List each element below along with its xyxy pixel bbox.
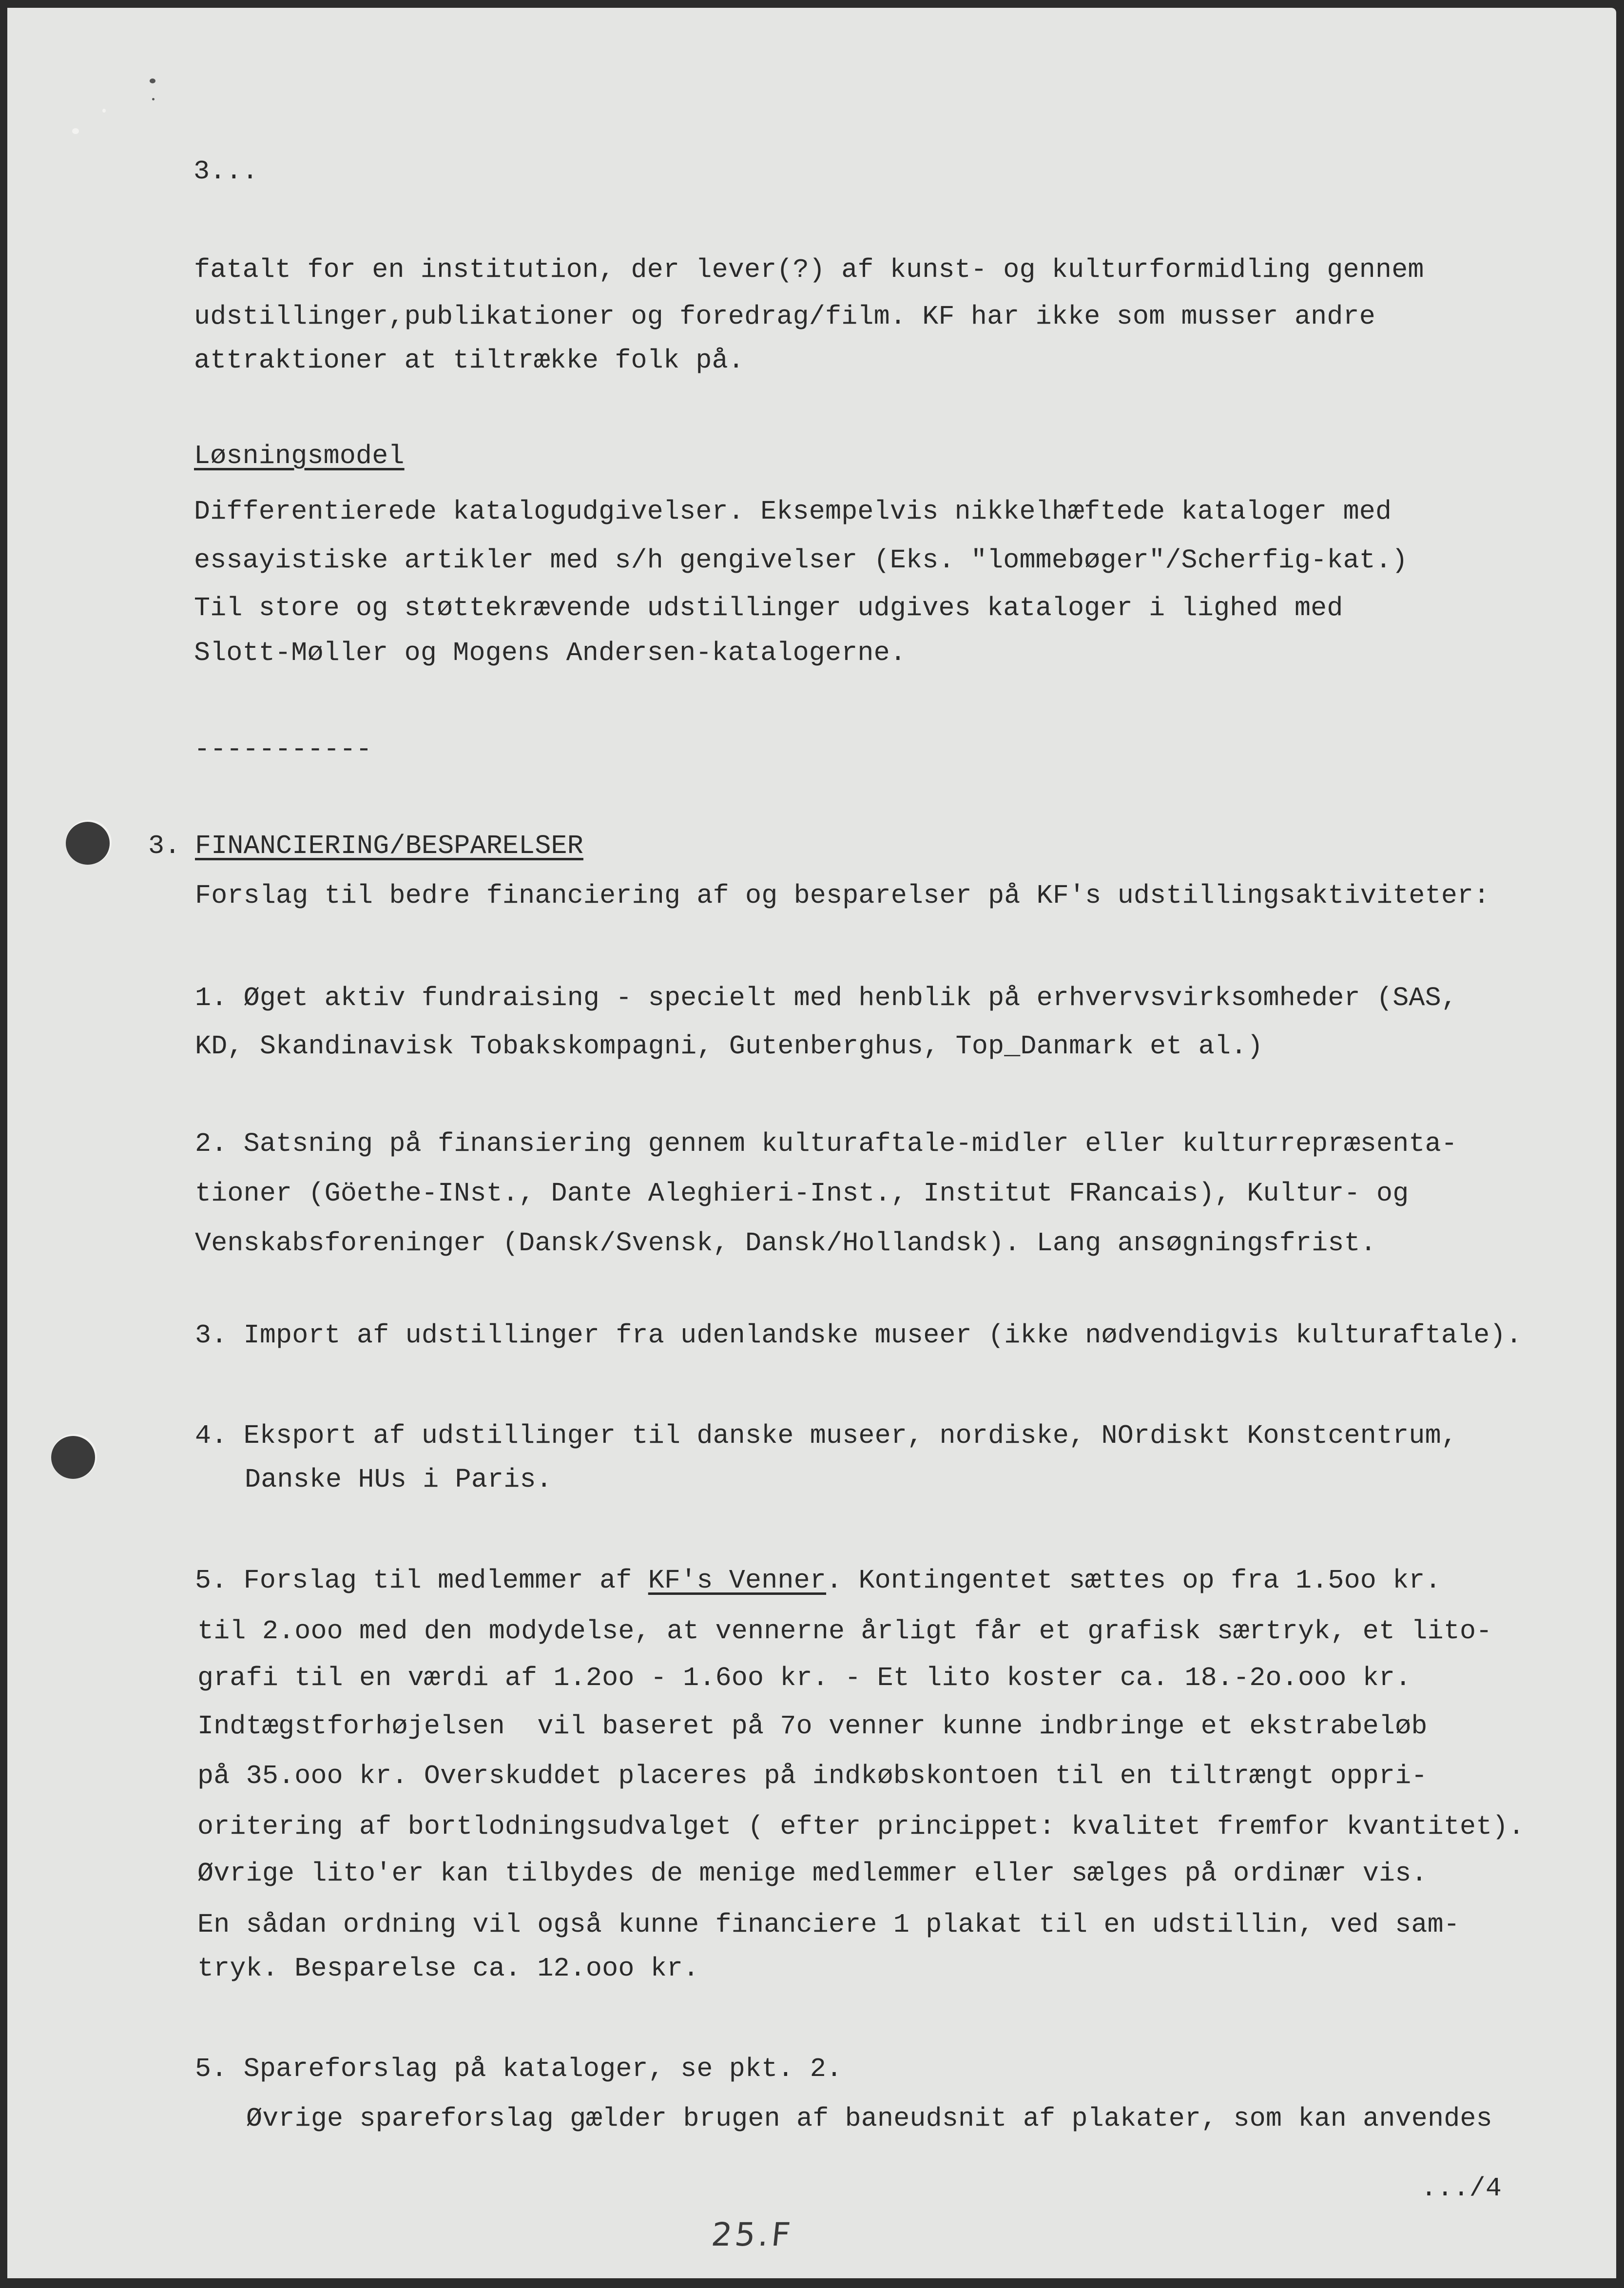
page-continuation: .../4 bbox=[1421, 2173, 1502, 2204]
separator: ----------- bbox=[194, 734, 372, 765]
list-item-line: Øvrige spareforslag gælder brugen af baneudsnit af plakater, som kan anvendes bbox=[246, 2103, 1492, 2134]
list-item-line: tioner (Göethe-INst., Dante Aleghieri-Inst., Institut FRancais), Kultur- og bbox=[195, 1178, 1409, 1209]
list-item-line: 2. Satsning på finansiering gennem kulturaftale-midler eller kulturrepræsenta- bbox=[195, 1128, 1458, 1159]
list-item-line: Venskabsforeninger (Dansk/Svensk, Dansk/Hollandsk). Lang ansøgningsfrist. bbox=[195, 1228, 1376, 1259]
handwritten-note: 25.F bbox=[709, 2216, 795, 2253]
list-item-line: En sådan ordning vil også kunne financiere 1 plakat til en udstillin, ved sam- bbox=[197, 1909, 1460, 1940]
section-intro: Forslag til bedre financiering af og besparelser på KF's udstillingsaktiviteter: bbox=[195, 880, 1490, 911]
intro-line: fatalt for en institution, der lever(?) af kunst- og kulturformidling gennem bbox=[194, 254, 1424, 285]
punch-hole-icon bbox=[66, 822, 110, 865]
list-item-line: 4. Eksport af udstillinger til danske museer, nordiske, NOrdiskt Konstcentrum, bbox=[195, 1420, 1458, 1451]
section-title: FINANCIERING/BESPARELSER bbox=[195, 831, 583, 861]
solution-heading: Løsningsmodel bbox=[194, 441, 405, 471]
list-item-line bbox=[195, 1566, 1441, 1595]
list-item-line: KD, Skandinavisk Tobakskompagni, Gutenberghus, Top_Danmark et al.) bbox=[195, 1031, 1263, 1062]
kfs-venner-underlined: KF's Venner bbox=[648, 1565, 827, 1596]
page-header: 3... bbox=[193, 156, 258, 187]
list-item-line: tryk. Besparelse ca. 12.ooo kr. bbox=[197, 1953, 699, 1984]
list-item-line: oritering af bortlodningsudvalget ( efter princippet: kvalitet fremfor kvantitet). bbox=[197, 1811, 1525, 1842]
list-item-line: 3. Import af udstillinger fra udenlandske museer (ikke nødvendigvis kulturaftale). bbox=[195, 1320, 1522, 1351]
item-suffix: . Kontingentet sættes op fra 1.5oo kr. bbox=[826, 1565, 1441, 1596]
section-number: 3. bbox=[148, 831, 181, 861]
list-item-line: Indtægstforhøjelsen vil baseret på 7o venner kunne indbringe et ekstrabeløb bbox=[197, 1711, 1428, 1742]
list-item-line: grafi til en værdi af 1.2oo - 1.6oo kr. - Et lito koster ca. 18.-2o.ooo kr. bbox=[197, 1663, 1411, 1693]
list-item-line: Danske HUs i Paris. bbox=[245, 1464, 552, 1495]
solution-line: Differentierede katalogudgivelser. Eksempelvis nikkelhæftede kataloger med bbox=[194, 496, 1392, 527]
solution-line: Slott-Møller og Mogens Andersen-katalogerne. bbox=[194, 638, 907, 668]
intro-line: attraktioner at tiltrække folk på. bbox=[194, 345, 744, 376]
list-item-line: Øvrige lito'er kan tilbydes de menige medlemmer eller sælges på ordinær vis. bbox=[197, 1858, 1428, 1889]
list-item-line: på 35.ooo kr. Overskuddet placeres på indkøbskontoen til en tiltrængt oppri- bbox=[197, 1761, 1428, 1791]
intro-line: udstillinger,publikationer og foredrag/film. KF har ikke som musser andre bbox=[194, 301, 1375, 332]
list-item-line: til 2.ooo med den modydelse, at vennerne årligt får et grafisk særtryk, et lito- bbox=[197, 1616, 1492, 1647]
solution-line: essayistiske artikler med s/h gengivelser (Eks. "lommebøger"/Scherfig-kat.) bbox=[194, 545, 1408, 576]
list-item-line: 5. Spareforslag på kataloger, se pkt. 2. bbox=[195, 2054, 843, 2084]
solution-line: Til store og støttekrævende udstillinger udgives kataloger i lighed med bbox=[194, 593, 1343, 623]
punch-hole-icon bbox=[51, 1436, 95, 1479]
list-item-line: 1. Øget aktiv fundraising - specielt med henblik på erhvervsvirksomheder (SAS, bbox=[195, 983, 1458, 1013]
item-prefix: 5. Forslag til medlemmer af bbox=[195, 1565, 648, 1596]
document-page bbox=[7, 8, 1616, 2278]
